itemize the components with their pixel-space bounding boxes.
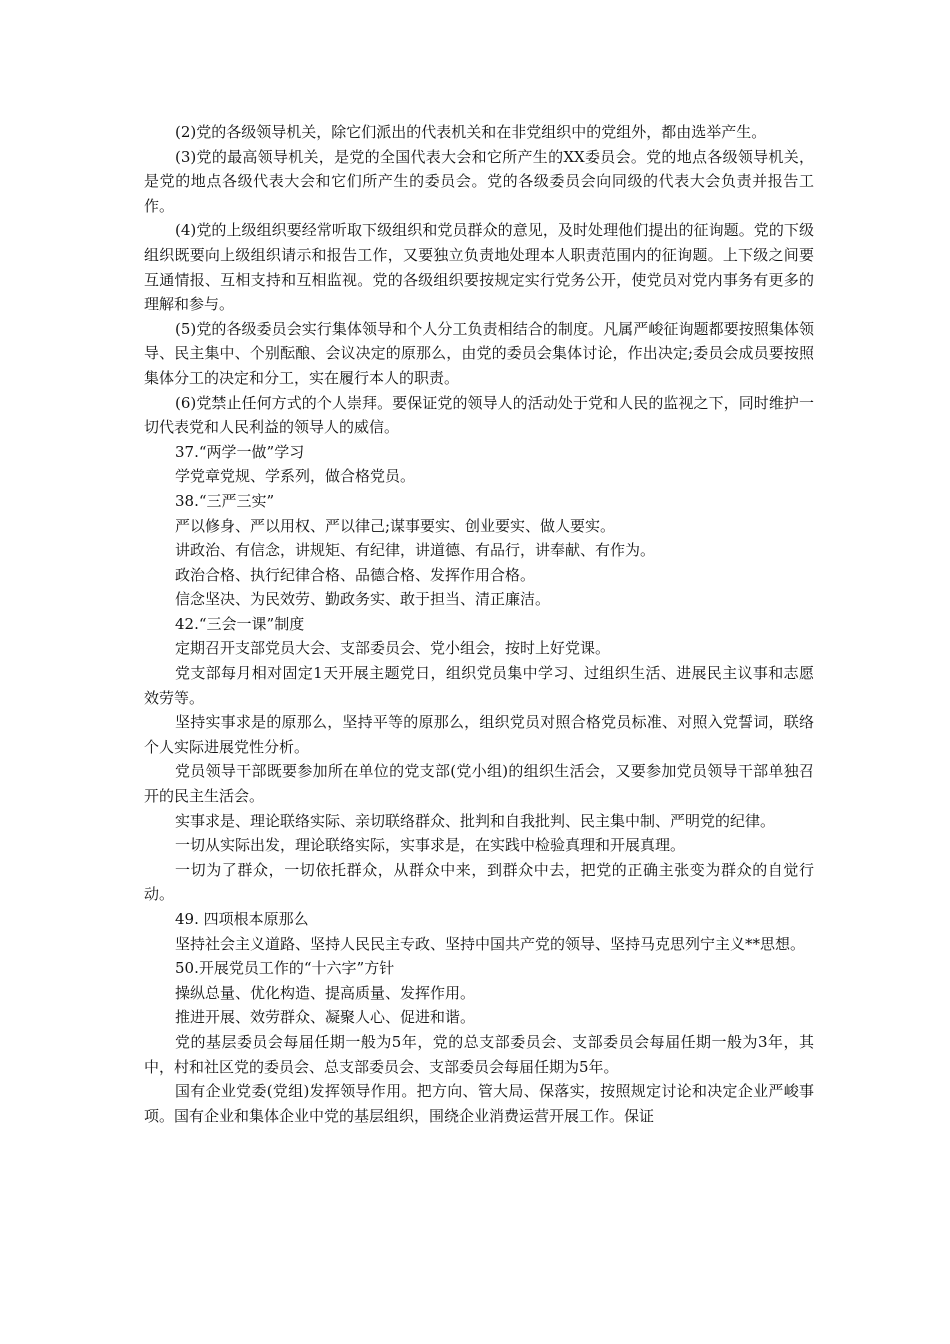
- document-body: [144, 120, 814, 1128]
- section-heading: 42.“三会一课”制度: [175, 614, 305, 633]
- section-heading: 49. 四项根本原那么: [175, 910, 309, 928]
- paragraph: 定期召开支部党员大会、支部委员会、党小组会，按时上好党课。: [175, 639, 611, 658]
- paragraph: 党的基层委员会每届任期一般为5年，党的总支部委员会、支部委员会每届任期一般为3年，其中，村和社区党的委员会、总支部委员会、支部委员会每届任期为5年。: [144, 1032, 814, 1076]
- paragraph: (6)党禁止任何方式的个人崇拜。要保证党的领导人的活动处于党和人民的监视之下，同时维护一切代表党和人民利益的领导人的威信。: [144, 393, 814, 437]
- paragraph: (4)党的上级组织要经常听取下级组织和党员群众的意见，及时处理他们提出的征询题。党的下级组织既要向上级组织请示和报告工作，又要独立负责地处理本人职责范围内的征询题。上下级之间要互通情报、互相支持和互相监视。党的各级组织要按规定实行党务公开，使党员对党内事务有更多的理解和参与。: [144, 221, 814, 314]
- section-heading: 38.“三严三实”: [175, 491, 275, 510]
- paragraph: 党支部每月相对固定1天开展主题党日，组织党员集中学习、过组织生活、进展民主议事和志愿效劳等。: [144, 664, 814, 707]
- paragraph: 推进开展、效劳群众、凝聚人心、促进和谐。: [175, 1008, 476, 1027]
- paragraph: 党员领导干部既要参加所在单位的党支部(党小组)的组织生活会，又要参加党员领导干部单独召开的民主生活会。: [144, 762, 814, 806]
- paragraph: (3)党的最高领导机关，是党的全国代表大会和它所产生的XX委员会。党的地点各级领导机关，是党的地点各级代表大会和它们所产生的委员会。党的各级委员会向同级的代表大会负责并报告工作。: [144, 147, 814, 215]
- paragraph: 讲政治、有信念，讲规矩、有纪律，讲道德、有品行，讲奉献、有作为。: [175, 541, 656, 560]
- paragraph: 一切从实际出发，理论联络实际，实事求是，在实践中检验真理和开展真理。: [175, 836, 686, 855]
- section-heading: 50.开展党员工作的“十六字”方针: [175, 959, 395, 978]
- paragraph: 信念坚决、为民效劳、勤政务实、敢于担当、清正廉洁。: [175, 590, 551, 609]
- paragraph: 政治合格、执行纪律合格、品德合格、发挥作用合格。: [175, 565, 536, 584]
- paragraph: 坚持社会主义道路、坚持人民民主专政、坚持中国共产党的领导、坚持马克思列宁主义**思想。: [175, 934, 806, 953]
- paragraph: 一切为了群众，一切依托群众，从群众中来，到群众中去，把党的正确主张变为群众的自觉行动。: [144, 860, 814, 904]
- paragraph: 实事求是、理论联络实际、亲切联络群众、批判和自我批判、民主集中制、严明党的纪律。: [175, 811, 776, 830]
- paragraph: 学党章党规、学系列，做合格党员。: [175, 467, 416, 486]
- paragraph: 操纵总量、优化构造、提高质量、发挥作用。: [175, 983, 476, 1002]
- paragraph: 严以修身、严以用权、严以律己;谋事要实、创业要实、做人要实。: [175, 516, 616, 535]
- paragraph: 国有企业党委(党组)发挥领导作用。把方向、管大局、保落实，按照规定讨论和决定企业严峻事项。国有企业和集体企业中党的基层组织，围绕企业消费运营开展工作。保证: [144, 1082, 814, 1125]
- paragraph: 坚持实事求是的原那么，坚持平等的原那么，组织党员对照合格党员标准、对照入党誓词，联络个人实际进展党性分析。: [144, 713, 814, 756]
- paragraph: (2)党的各级领导机关，除它们派出的代表机关和在非党组织中的党组外，都由选举产生。: [175, 123, 767, 141]
- paragraph: (5)党的各级委员会实行集体领导和个人分工负责相结合的制度。凡属严峻征询题都要按照集体领导、民主集中、个别酝酿、会议决定的原那么，由党的委员会集体讨论，作出决定;委员会成员要按照集体分工的决定和分工，实在履行本人的职责。: [144, 319, 814, 387]
- section-heading: 37.“两学一做”学习: [175, 442, 305, 461]
